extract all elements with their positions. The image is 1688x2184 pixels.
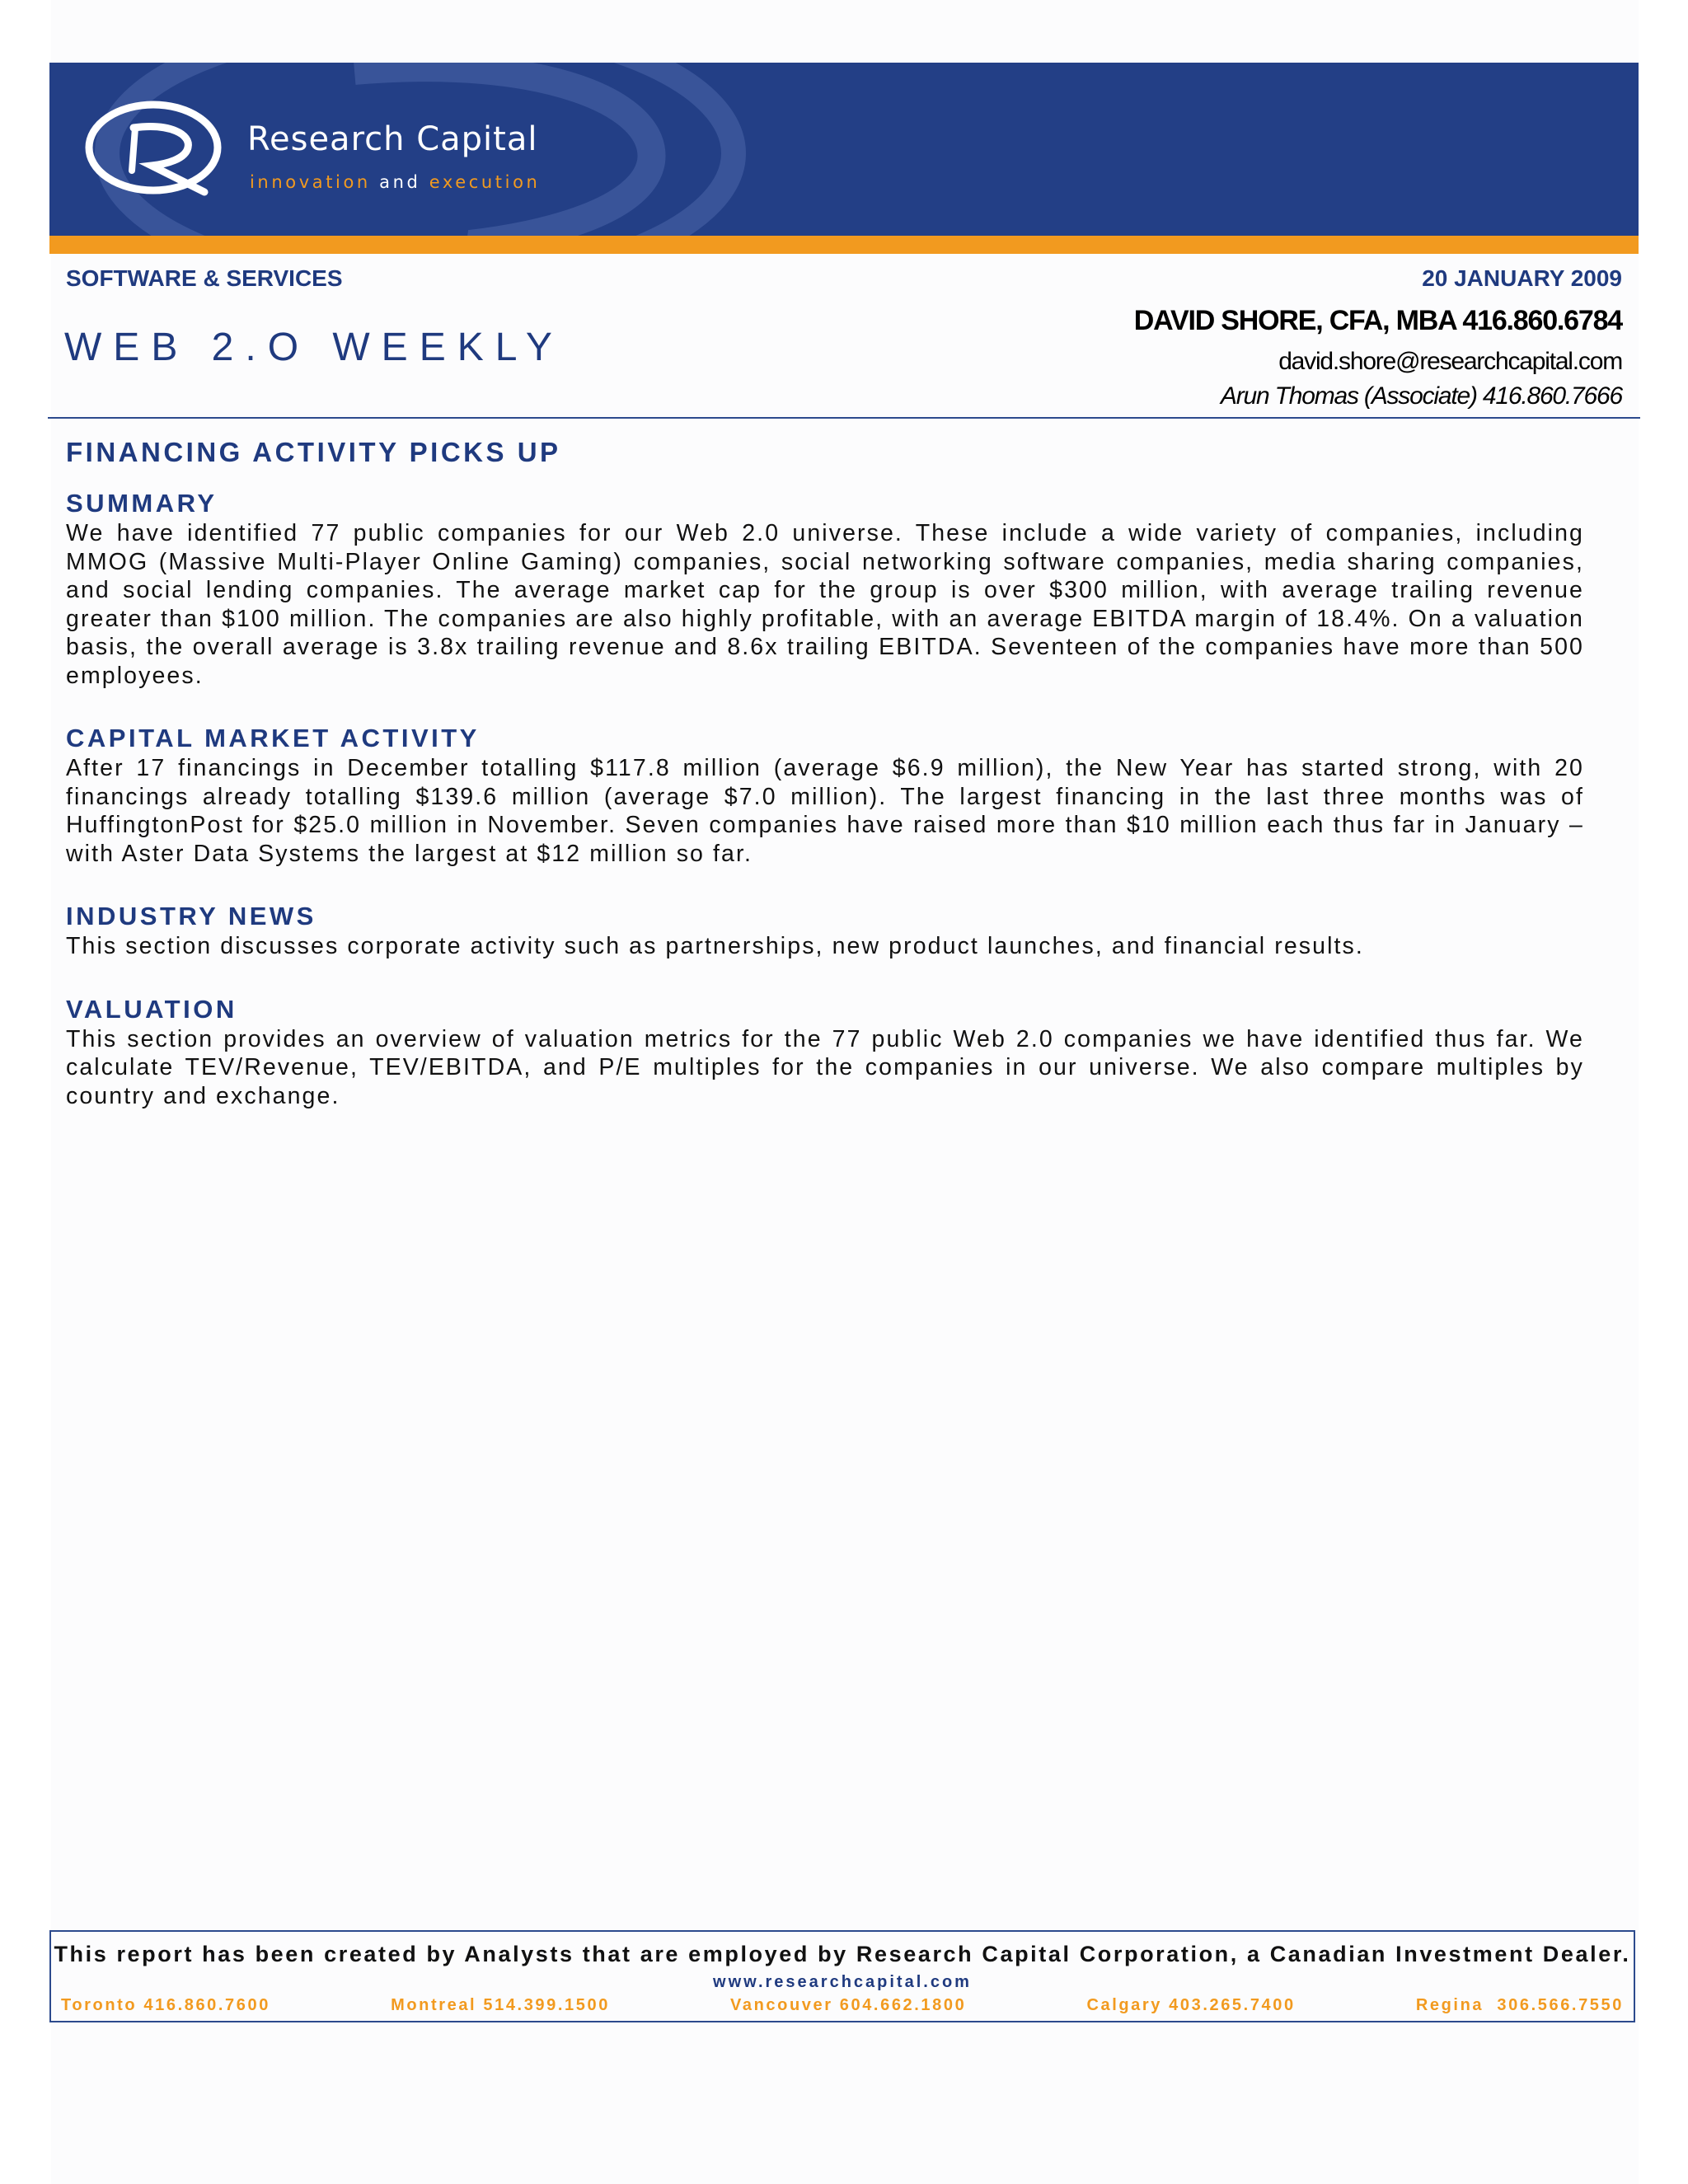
footer-box xyxy=(49,1930,1635,2022)
sector-label: SOFTWARE & SERVICES xyxy=(66,265,343,291)
section-text: We have identified 77 public companies for our Web 2.0 universe. These include a wide variety of companies, including MMOG (Massive Multi-Player Online Gaming) companies, social networking software companies, media sharing companies, and social lending companies. The average market cap for the group is over $300 million, with average trailing revenue greater than $100 million. The companies are also highly profitable, with an average EBITDA margin of 18.4%. On a valuation basis, the overall average is 3.8x trailing revenue and 8.6x trailing EBITDA. Seventeen of the companies have more than 500 employees. xyxy=(66,520,1584,689)
report-date: 20 JANUARY 2009 xyxy=(1422,265,1622,291)
office-regina: Regina 306.566.7550 xyxy=(1415,1996,1624,2014)
section-heading: INDUSTRY NEWS xyxy=(66,902,316,930)
section-heading: VALUATION xyxy=(66,994,237,1024)
publication-title: WEB 2.O WEEKLY xyxy=(64,326,564,369)
header-banner xyxy=(49,63,1639,236)
footer-offices xyxy=(61,1996,1624,2015)
tagline-execution: execution xyxy=(420,172,541,192)
section-text: After 17 financings in December totalling $117.8 million (average $6.9 million), the New Year has started strong, with 20 financings already totalling $139.6 million (average $7.0 million). The largest financing in the last three months was of HuffingtonPost for $25.0 million in November. Seven companies have raised more than $10 million each thus far in January – with Aster Data Systems the largest at $12 million so far. xyxy=(66,755,1584,867)
header-divider xyxy=(48,417,1640,419)
section-capital-market-activity xyxy=(66,723,1584,868)
report-body xyxy=(66,437,1584,1143)
section-summary xyxy=(66,488,1584,690)
banner-accent-stripe xyxy=(49,236,1639,254)
brand-tagline xyxy=(250,172,540,192)
analyst-name: DAVID SHORE, CFA, MBA 416.860.6784 xyxy=(1133,305,1622,336)
footer-website-link[interactable]: www.researchcapital.com xyxy=(713,1973,972,1991)
footer-disclaimer: This report has been created by Analysts that are employed by Research Capital Corporation, a Canadian Investment Dealer. xyxy=(54,1942,1631,1966)
section-heading: SUMMARY xyxy=(66,489,218,518)
tagline-and: and xyxy=(379,172,421,192)
section-text: This section provides an overview of valuation metrics for the 77 public Web 2.0 companies we have identified thus far. We calculate TEV/Revenue, TEV/EBITDA, and P/E multiples for the companies in our universe. We also compare multiples by country and exchange. xyxy=(66,1025,1584,1109)
tagline-innovation: innovation xyxy=(250,172,380,192)
brand-name: Research Capital xyxy=(247,120,538,158)
associate-contact: Arun Thomas (Associate) 416.860.7666 xyxy=(1220,382,1622,410)
section-industry-news xyxy=(66,901,1584,961)
section-heading: CAPITAL MARKET ACTIVITY xyxy=(66,724,480,752)
research-capital-logo-icon xyxy=(81,100,229,207)
main-heading: FINANCING ACTIVITY PICKS UP xyxy=(66,437,561,467)
office-toronto: Toronto 416.860.7600 xyxy=(61,1996,270,2014)
section-valuation xyxy=(66,994,1584,1111)
office-calgary: Calgary 403.265.7400 xyxy=(1086,1996,1296,2014)
section-text: This section discusses corporate activity such as partnerships, new product launches, and financial results. xyxy=(66,933,1364,959)
office-montreal: Montreal 514.399.1500 xyxy=(391,1996,610,2014)
analyst-email: david.shore@researchcapital.com xyxy=(1278,348,1622,375)
office-vancouver: Vancouver 604.662.1800 xyxy=(730,1996,967,2014)
